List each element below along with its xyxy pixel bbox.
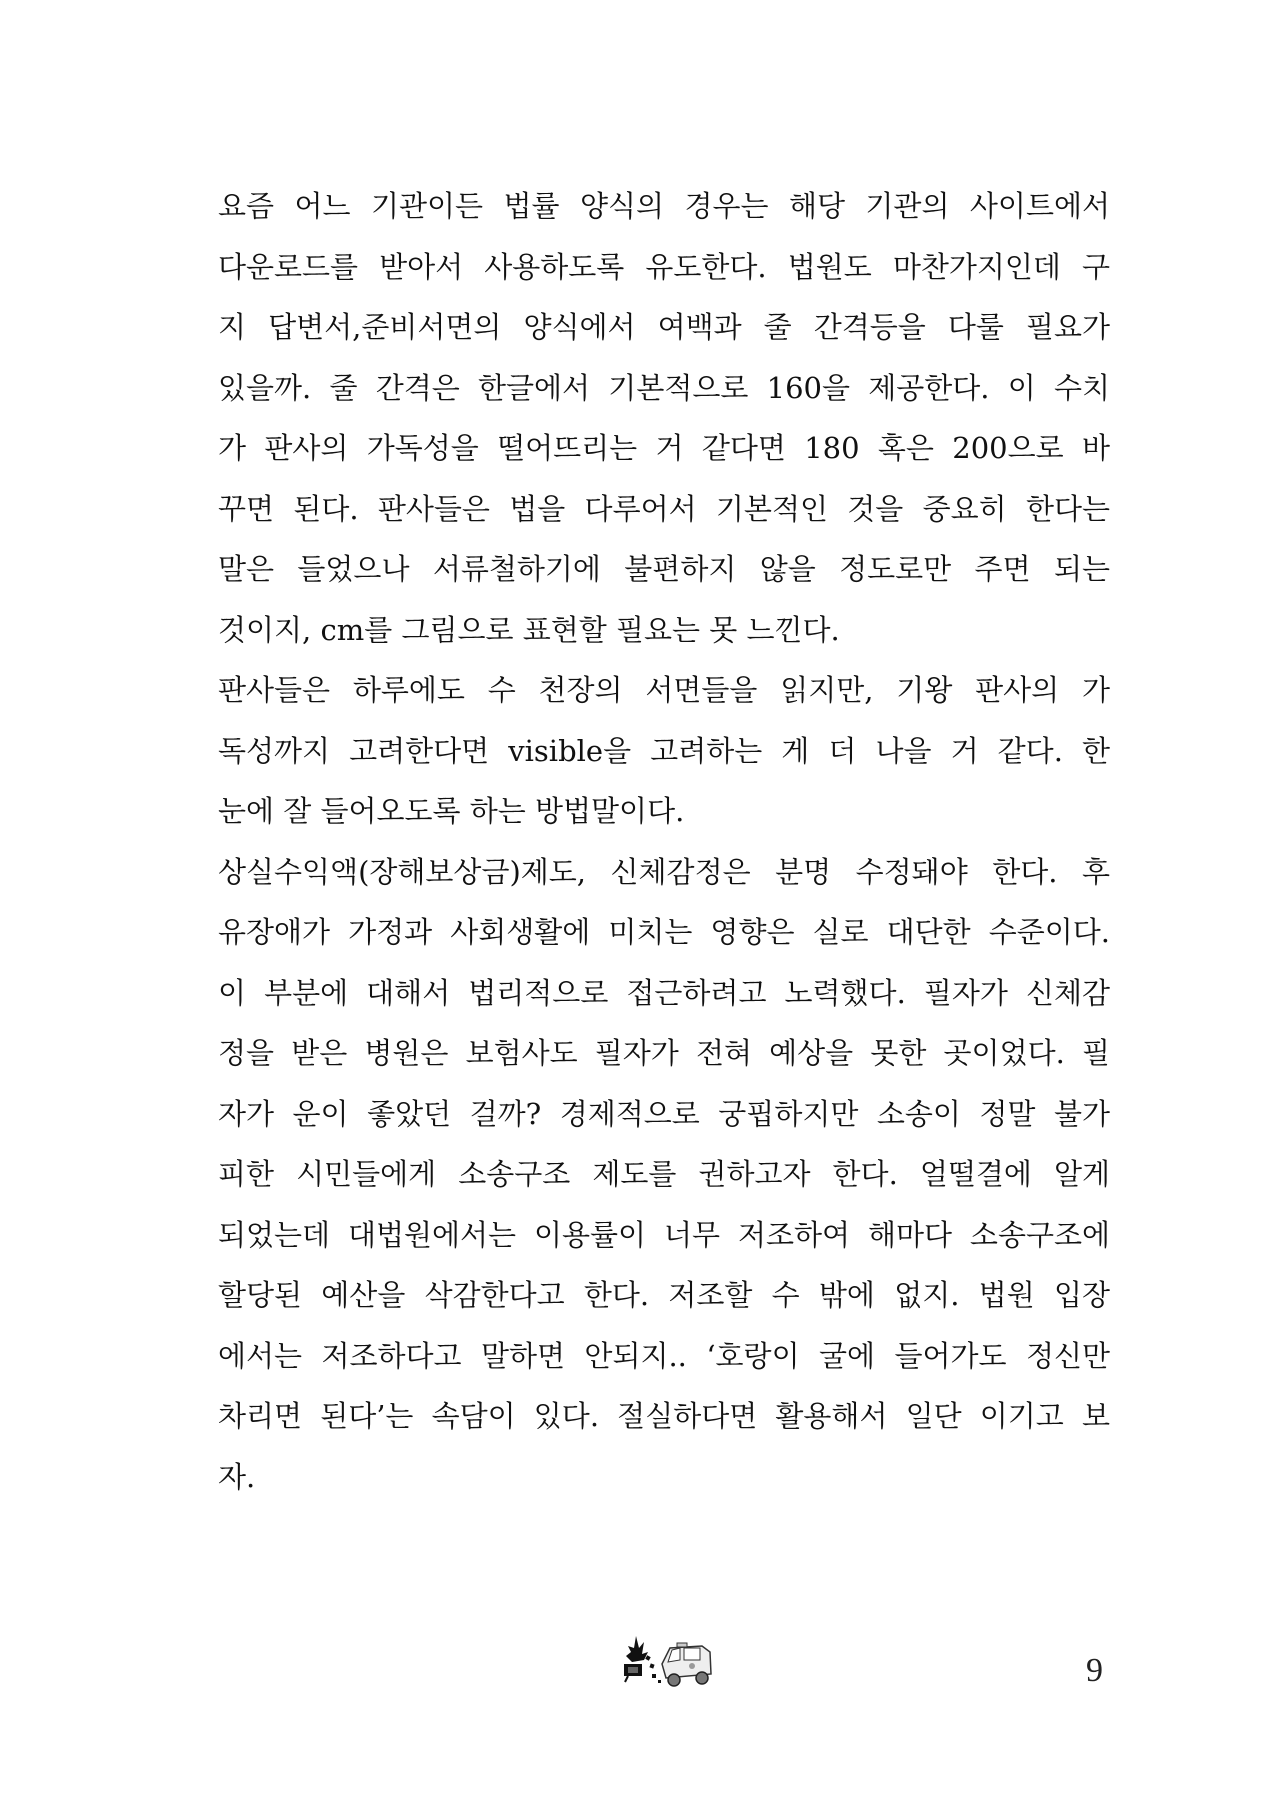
- text-line: 상실수익액(장해보상금)제도, 신체감정은 분명 수정돼야 한다. 후: [218, 854, 1110, 889]
- text-line: 요즘 어느 기관이든 법률 양식의 경우는 해당 기관의 사이트에서: [218, 189, 1110, 223]
- text-line: 할당된 예산을 삭감한다고 한다. 저조할 수 밖에 없지. 법원 입장: [218, 1278, 1110, 1312]
- car-accident-clipart-icon: [622, 1634, 714, 1694]
- text-line: 판사들은 하루에도 수 천장의 서면들을 읽지만, 기왕 판사의 가: [218, 673, 1110, 707]
- text-line: 자가 운이 좋았던 걸까? 경제적으로 궁핍하지만 소송이 정말 불가: [218, 1096, 1110, 1131]
- text-line: 독성까지 고려한다면 visible을 고려하는 게 더 나을 거 같다. 한: [218, 733, 1110, 768]
- text-line: 가 판사의 가독성을 떨어뜨리는 거 같다면 180 혹은 200으로 바: [218, 431, 1110, 465]
- text-line: 피한 시민들에게 소송구조 제도를 권하고자 한다. 얼떨결에 알게: [218, 1157, 1110, 1191]
- page-number: 9: [1086, 1652, 1103, 1689]
- text-line: 것이지, cm를 그림으로 표현할 필요는 못 느낀다.: [218, 612, 840, 647]
- text-line: 되었는데 대법원에서는 이용률이 너무 저조하여 해마다 소송구조에: [218, 1217, 1110, 1252]
- text-line: 다운로드를 받아서 사용하도록 유도한다. 법원도 마찬가지인데 구: [218, 249, 1110, 284]
- text-line: 있을까. 줄 간격은 한글에서 기본적으로 160을 제공한다. 이 수치: [218, 370, 1110, 405]
- text-line: 정을 받은 병원은 보험사도 필자가 전혀 예상을 못한 곳이었다. 필: [218, 1036, 1110, 1070]
- text-line: 자.: [218, 1459, 256, 1494]
- body-text: [218, 176, 1110, 1507]
- text-line: 이 부분에 대해서 법리적으로 접근하려고 노력했다. 필자가 신체감: [218, 975, 1110, 1010]
- text-line: 말은 들었으나 서류철하기에 불편하지 않을 정도로만 주면 되는: [218, 552, 1110, 586]
- text-line: 에서는 저조하다고 말하면 안되지.. ‘호랑이 굴에 들어가도 정신만: [218, 1338, 1110, 1373]
- text-line: 지 답변서,준비서면의 양식에서 여백과 줄 간격등을 다룰 필요가: [218, 310, 1110, 344]
- text-line: 유장애가 가정과 사회생활에 미치는 영향은 실로 대단한 수준이다.: [218, 915, 1110, 949]
- text-line: 차리면 된다’는 속담이 있다. 절실하다면 활용해서 일단 이기고 보: [218, 1399, 1110, 1433]
- text-line: 꾸면 된다. 판사들은 법을 다루어서 기본적인 것을 중요히 한다는: [218, 491, 1110, 526]
- text-line: 눈에 잘 들어오도록 하는 방법말이다.: [218, 794, 685, 828]
